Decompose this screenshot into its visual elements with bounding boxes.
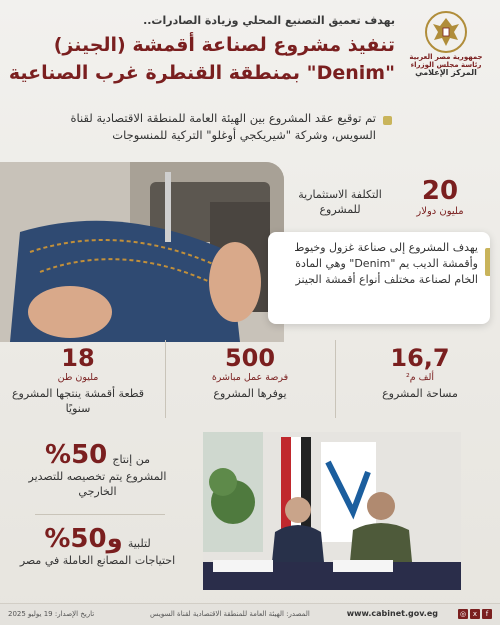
stat-jobs <box>180 346 320 402</box>
pct-divider <box>35 514 165 515</box>
card-accent-bar <box>485 248 490 276</box>
source-text: المصدر: الهيئة العامة للمنطقة الاقتصادية لقناة السويس <box>150 610 310 618</box>
export-lead: من إنتاج <box>112 453 150 466</box>
stat-pieces-unit: مليون طن <box>57 372 99 384</box>
stat-area-label: مساحة المشروع <box>382 387 458 401</box>
factories-stat <box>10 524 185 569</box>
kicker-text: بهدف تعميق التصنيع المحلي وزيادة الصادرات.. <box>143 14 395 27</box>
instagram-icon[interactable]: ◎ <box>459 610 467 618</box>
intro-text: تم توقيع عقد المشروع بين الهيئة العامة للمنطقة الاقتصادية لقناة السويس، وشركة "شيريكجي أوغلو" التركية للمنسوجات <box>70 111 376 142</box>
footer-bar <box>0 603 500 625</box>
stat-divider <box>335 340 336 418</box>
x-icon[interactable]: x <box>470 609 480 619</box>
investment-stat <box>395 178 485 217</box>
title-line-2: "Denim" بمنطقة القنطرة غرب الصناعية <box>8 62 395 84</box>
stat-jobs-value: 500 <box>224 344 276 372</box>
factories-lead: لتلبية <box>127 537 151 550</box>
sewing-illustration <box>0 162 284 342</box>
stat-pieces-label: قطعة أقمشة ينتجها المشروع سنويًا <box>11 387 145 416</box>
export-value: 50% <box>45 440 108 470</box>
sewing-photo <box>0 162 284 342</box>
factories-desc: احتياجات المصانع العاملة في مصر <box>19 554 176 567</box>
signing-illustration <box>203 432 461 590</box>
eagle-emblem-icon <box>425 10 467 54</box>
stat-jobs-label: يوفرها المشروع <box>213 387 287 401</box>
stat-area-value: 16,7 <box>390 344 450 372</box>
stat-jobs-unit: فرصة عمل مباشرة <box>211 372 289 384</box>
social-icons <box>458 609 492 619</box>
facebook-icon[interactable]: f <box>482 609 492 619</box>
signing-photo <box>203 432 461 590</box>
factories-value: و50% <box>44 524 123 554</box>
export-desc: المشروع يتم تخصيصه للتصدير الخارجي <box>28 470 167 498</box>
stat-pieces-value: 18 <box>61 344 95 372</box>
goal-card <box>268 232 490 324</box>
title-line-1: تنفيذ مشروع لصناعة أقمشة (الجينز) <box>53 34 395 56</box>
goal-text: يهدف المشروع إلى صناعة غزول وخيوط وأقمشة الديب يم "Denim" وهي المادة الخام لصناعة مختلف أنواع أقمشة الجينز <box>294 241 478 286</box>
investment-unit: مليون دولار <box>416 206 464 217</box>
logo-text-3: المركز الإعلامي <box>415 68 477 78</box>
cabinet-logo <box>400 6 492 98</box>
website-link[interactable]: www.cabinet.gov.eg <box>346 609 438 618</box>
stat-pieces <box>8 346 148 417</box>
logo-text-1: جمهورية مصر العربية <box>409 53 483 61</box>
export-stat <box>10 440 185 500</box>
logo-text-2: رئاسة مجلس الوزراء <box>410 60 482 69</box>
stat-divider <box>165 340 166 418</box>
stat-area <box>350 346 490 402</box>
release-date: تاريخ الإصدار: 19 يوليو 2025 <box>8 610 95 618</box>
investment-value: 20 <box>421 176 459 206</box>
investment-label: التكلفة الاستثمارية للمشروع <box>298 188 382 216</box>
stat-area-unit: ألف م² <box>405 372 435 384</box>
